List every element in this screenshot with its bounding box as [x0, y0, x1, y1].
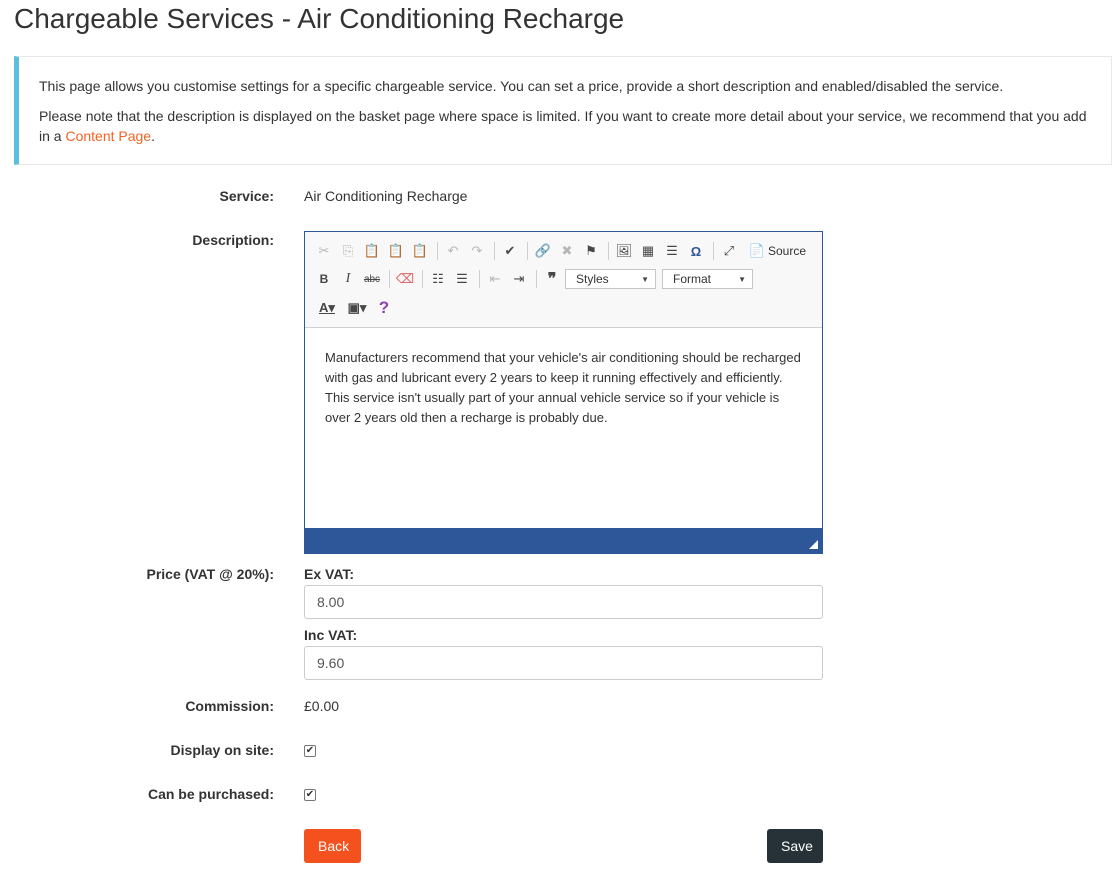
- toolbar-separator: [437, 242, 438, 260]
- source-button[interactable]: [746, 240, 806, 262]
- info-callout: [14, 56, 1112, 165]
- indent-icon[interactable]: ⇥: [513, 271, 525, 286]
- special-char-icon[interactable]: Ω: [690, 243, 702, 259]
- unlink-icon[interactable]: ✖: [561, 243, 573, 258]
- editor-content[interactable]: Manufacturers recommend that your vehicle's air conditioning should be recharged with gas and lubricant every 2 years to keep it running effectively and efficiently. This service isn't usually part of your annual vehicle service so if your vehicle is over 2 years old then a recharge is probably due.: [325, 350, 801, 425]
- info-text-1: This page allows you customise settings for a specific chargeable service. You can set a price, provide a short description and enabled/disabled the service.: [39, 78, 1004, 94]
- horizontal-line-icon[interactable]: ☰: [666, 243, 678, 258]
- numbered-list-icon[interactable]: ☷: [432, 271, 444, 286]
- toolbar-separator: [494, 242, 495, 260]
- table-icon[interactable]: ▦: [641, 243, 655, 258]
- background-color-icon[interactable]: ▣▾: [347, 300, 367, 315]
- content-page-link[interactable]: Content Page: [65, 128, 152, 144]
- toolbar-separator: [479, 270, 480, 288]
- link-icon[interactable]: 🔗: [534, 243, 552, 258]
- strikethrough-icon[interactable]: abc: [363, 273, 381, 285]
- redo-icon[interactable]: ↷: [471, 243, 483, 258]
- text-color-icon[interactable]: A▾: [319, 300, 335, 315]
- italic-icon[interactable]: I: [345, 271, 351, 286]
- ex-vat-label: Ex VAT:: [304, 566, 355, 582]
- styles-label: Styles: [576, 272, 609, 286]
- toolbar-separator: [422, 270, 423, 288]
- toolbar-separator: [713, 242, 714, 260]
- price-label: Price (VAT @ 20%):: [146, 566, 274, 582]
- bold-icon[interactable]: B: [319, 272, 329, 286]
- info-text-2-suffix: .: [151, 128, 155, 144]
- styles-dropdown[interactable]: [565, 269, 656, 289]
- image-icon[interactable]: 🖼: [615, 243, 633, 258]
- remove-format-icon[interactable]: ⌫: [395, 271, 415, 286]
- page-title: Chargeable Services - Air Conditioning Recharge: [14, 3, 625, 34]
- display-on-site-checkbox[interactable]: ✔: [305, 745, 315, 756]
- copy-icon[interactable]: ⎘: [342, 243, 354, 258]
- toolbar-row-1: [313, 238, 806, 264]
- toolbar-separator: [536, 270, 537, 288]
- toolbar-row-3: [313, 295, 397, 321]
- toolbar-separator: [389, 270, 390, 288]
- caret-down-icon: ▼: [641, 274, 649, 284]
- back-button[interactable]: Back: [304, 829, 361, 863]
- description-label: Description:: [192, 232, 274, 248]
- spellcheck-icon[interactable]: ✔: [504, 243, 516, 258]
- maximize-icon[interactable]: ⤢: [723, 243, 735, 258]
- source-label: Source: [768, 244, 807, 258]
- format-label: Format: [673, 272, 712, 286]
- blockquote-icon[interactable]: ❞: [547, 271, 557, 288]
- description-editor[interactable]: [304, 231, 823, 554]
- inc-vat-input[interactable]: [304, 646, 823, 680]
- cut-icon[interactable]: ✂: [318, 243, 330, 258]
- toolbar-separator: [527, 242, 528, 260]
- caret-down-icon: ▼: [738, 274, 746, 284]
- bulleted-list-icon[interactable]: ☰: [456, 271, 468, 286]
- toolbar-row-2: [313, 266, 759, 292]
- anchor-icon[interactable]: ⚑: [585, 243, 597, 258]
- info-text-2: [39, 106, 1091, 146]
- source-icon: 📄: [748, 243, 766, 258]
- paste-word-icon[interactable]: 📋: [411, 243, 429, 258]
- can-be-purchased-checkbox[interactable]: ✔: [305, 789, 315, 800]
- service-label: Service:: [219, 188, 274, 204]
- paste-icon[interactable]: 📋: [363, 243, 381, 258]
- commission-label: Commission:: [185, 698, 274, 714]
- service-value: Air Conditioning Recharge: [304, 188, 468, 204]
- outdent-icon[interactable]: ⇤: [489, 271, 501, 286]
- resize-grip-icon[interactable]: [809, 540, 818, 549]
- display-on-site-label: Display on site:: [170, 742, 274, 758]
- editor-toolbar: [305, 232, 822, 328]
- can-be-purchased-label: Can be purchased:: [147, 786, 274, 802]
- inc-vat-label: Inc VAT:: [304, 627, 358, 643]
- format-dropdown[interactable]: [662, 269, 753, 289]
- commission-value: £0.00: [304, 698, 340, 714]
- toolbar-separator: [608, 242, 609, 260]
- paste-text-icon[interactable]: 📋: [387, 243, 405, 258]
- help-icon[interactable]: ?: [378, 298, 390, 317]
- editor-status-bar: [305, 528, 822, 553]
- save-button[interactable]: Save: [767, 829, 823, 863]
- ex-vat-input[interactable]: [304, 585, 823, 619]
- undo-icon[interactable]: ↶: [447, 243, 459, 258]
- info-text-2-prefix: Please note that the description is displayed on the basket page where space is limited. If you want to create more detail about your service, we recommend that you add in a: [39, 108, 1087, 144]
